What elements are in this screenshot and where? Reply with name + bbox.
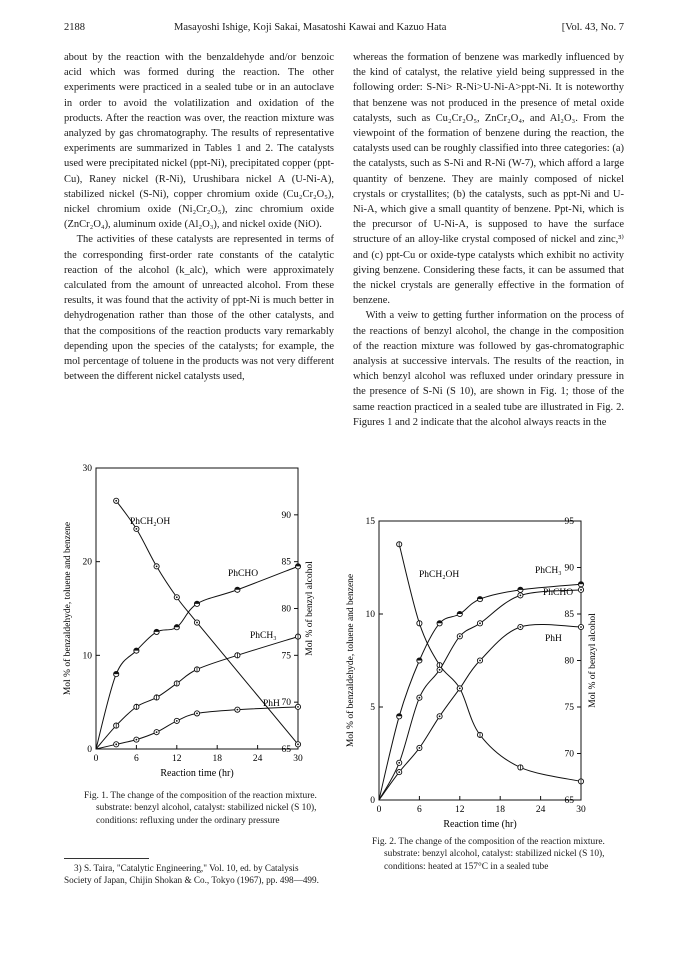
figure-2-caption-title: Fig. 2. The change of the composition of the reaction mixture. xyxy=(372,837,605,847)
series-label: PhCH₂OH xyxy=(419,570,460,580)
y2-tick-label: 75 xyxy=(281,651,291,662)
x-tick-label: 30 xyxy=(293,754,303,764)
y2-axis-label: Mol % of benzyl alcohol xyxy=(305,561,315,656)
x-tick-label: 6 xyxy=(134,754,139,764)
y2-tick-label: 90 xyxy=(281,510,291,521)
footnote-rule xyxy=(64,858,149,859)
data-point-fill xyxy=(459,688,461,690)
y2-tick-label: 65 xyxy=(281,745,291,755)
data-point-fill xyxy=(115,500,117,502)
y2-tick-label: 80 xyxy=(281,604,291,615)
y2-tick-label: 95 xyxy=(564,517,574,527)
figure-1-caption xyxy=(84,790,324,827)
data-point-fill xyxy=(196,713,198,715)
figure-2-chart xyxy=(346,515,630,833)
y2-tick-label: 75 xyxy=(564,703,574,713)
series-line xyxy=(96,637,298,749)
y-tick-label: 10 xyxy=(82,651,92,662)
data-point-fill xyxy=(156,565,158,567)
x-tick-label: 0 xyxy=(376,805,382,815)
x-tick-label: 0 xyxy=(93,754,99,764)
y-tick-label: 30 xyxy=(82,464,92,474)
x-axis-label: Reaction time (hr) xyxy=(443,819,517,830)
x-tick-label: 6 xyxy=(417,805,422,815)
data-point-fill xyxy=(398,762,400,764)
x-tick-label: 30 xyxy=(576,805,586,815)
data-point-fill xyxy=(459,635,461,637)
data-point-fill xyxy=(520,626,522,628)
data-point-fill xyxy=(237,709,239,711)
y2-tick-label: 85 xyxy=(564,610,574,620)
data-point-fill xyxy=(580,626,582,628)
y2-tick-label: 65 xyxy=(564,796,574,806)
data-point-fill xyxy=(196,622,198,624)
series-line xyxy=(96,566,298,749)
y-tick-label: 0 xyxy=(87,745,92,755)
data-point-fill xyxy=(439,715,441,717)
series-label: PhH xyxy=(263,699,280,709)
series-label: PhCHO xyxy=(543,588,574,598)
data-point-fill xyxy=(297,743,299,745)
right-paragraph-2: With a veiw to getting further information on the process of the reactions of benzyl alcohol, the change in the composition of the reaction mixture was followed by gas-chromatographic analysis at successive intervals. The results of the reaction, in which benzyl alcohol was refluxed under orindary pressure in the presence of S-Ni (S 10), are shown in Fig. 1; those of the same reaction practiced in a sealed tube are illustrated in Fig. 2. Figures 1 and 2 indicate that the alcohol always reacts in the xyxy=(353,310,624,428)
footnote: 3) S. Taira, "Catalytic Engineering," Vol. 10, ed. by Catalysis Society of Japan, Chijin Shokan & Co., Tokyo (1967), pp. 498—499. xyxy=(64,863,319,886)
data-point-fill xyxy=(136,528,138,530)
series-label: PhH xyxy=(545,634,562,644)
y2-tick-label: 70 xyxy=(281,698,291,709)
data-point-fill xyxy=(115,743,117,745)
figure-1-caption-detail: substrate: benzyl alcohol, catalyst: stabilized nickel (S 10), conditions: refluxing under the ordinary pressure xyxy=(96,803,317,826)
header-authors: Masayoshi Ishige, Koji Sakai, Masatoshi Kawai and Kazuo Hata xyxy=(174,22,447,33)
running-header xyxy=(64,22,624,38)
series-label: PhCH₂OH xyxy=(130,517,171,527)
data-point-fill xyxy=(419,697,421,699)
y2-tick-label: 85 xyxy=(281,557,291,568)
x-tick-label: 24 xyxy=(535,805,546,815)
y2-tick-label: 70 xyxy=(564,749,574,760)
data-point-fill xyxy=(479,660,481,662)
series-line xyxy=(379,625,581,800)
data-point-fill xyxy=(398,771,400,773)
data-point-fill xyxy=(479,622,481,624)
y-tick-label: 10 xyxy=(365,610,375,620)
x-tick-label: 18 xyxy=(495,805,505,815)
data-point-fill xyxy=(176,720,178,722)
series-line xyxy=(379,584,581,800)
y-axis-label: Mol % of benzaldehyde, toluene and benzene xyxy=(346,573,356,748)
left-paragraph-2: The activities of these catalysts are represented in terms of the corresponding first-order rate constants of the catalytic reaction of the alcohol (k_alc), which were approximately calculated from the amount of unreacted alcohol. From these results, it was found that the activity of ppt-Ni is much better in dehydrogenation rather than those of the other catalysts, and that the compositions of the reaction products vary remarkably depending upon the species of the catalysts; for example, the mol percentage of toluene in the products was not very different between the different nickel catalysts used, xyxy=(64,234,334,383)
left-column xyxy=(64,50,334,384)
figure-2-caption-detail: substrate: benzyl alcohol, catalyst: stabilized nickel (S 10), conditions: heated at 157°C in a sealed tube xyxy=(384,849,605,872)
x-axis-label: Reaction time (hr) xyxy=(160,768,234,779)
y-tick-label: 0 xyxy=(370,796,375,806)
right-column xyxy=(353,50,624,430)
data-point-fill xyxy=(419,747,421,749)
data-point-fill xyxy=(136,739,138,741)
series-label: PhCH₃ xyxy=(250,631,277,641)
data-point-fill xyxy=(297,706,299,708)
data-point-fill xyxy=(176,596,178,598)
y-tick-label: 15 xyxy=(365,517,375,527)
header-volume: [Vol. 43, No. 7 xyxy=(561,22,624,33)
y-axis-label: Mol % of benzaldehyde, toluene and benzene xyxy=(63,521,73,696)
x-tick-label: 12 xyxy=(455,805,465,815)
data-point-fill xyxy=(580,589,582,591)
y2-tick-label: 90 xyxy=(564,563,574,574)
figure-1-chart xyxy=(60,462,332,787)
right-paragraph-1: whereas the formation of benzene was markedly influenced by the kind of catalyst, the relative yield being suppressed in the following order: S-Ni> R-Ni>U-Ni-A>ppt-Ni. It is noteworthy that benzene was not produced in the presence of metal oxide catalysts, such as Cu₂Cr₂O₅, ZnCr₂O₄, and Al₂O₃. From the viewpoint of the formation of benzene during the reaction, the catalysts used can be roughly classified into three categories: (a) the catalysts, such as S-Ni and R-Ni (W-7), which afford a large quantity of benzene. They are mainly composed of nickel crystals or crystallites; (b) the catalysts, such as ppt-Ni and U-Ni-A, which give a small quantity of benzene. Ppt-Ni, which is the precursor of U-Ni-A, is supposed to have the surface structure of an alloy-like crystal composed of nickel and zinc,³⁾ and (c) ppt-Cu or oxide-type catalysts which exhibit no activity giving benzene. Considering these facts, it can be assumed that the nickel crystals are generally effective in the formation of benzene. xyxy=(353,52,624,307)
y2-axis-label: Mol % of benzyl alcohol xyxy=(588,613,598,708)
y2-tick-label: 80 xyxy=(564,656,574,667)
series-label: PhCHO xyxy=(228,569,259,579)
x-tick-label: 18 xyxy=(212,754,222,764)
x-tick-label: 24 xyxy=(252,754,263,764)
y-tick-label: 20 xyxy=(82,557,92,568)
data-point-fill xyxy=(520,595,522,597)
figure-1-caption-title: Fig. 1. The change of the composition of the reaction mixture. xyxy=(84,791,317,801)
y-tick-label: 5 xyxy=(370,703,375,713)
figure-2-caption xyxy=(372,836,628,873)
data-point-fill xyxy=(439,669,441,671)
x-tick-label: 12 xyxy=(172,754,182,764)
left-paragraph-1: about by the reaction with the benzaldehyde and/or benzoic acid which was formed during the reaction. The other experiments were practiced in a sealed tube or in an autoclave in order to avoid the volatilization and oxidation of the products. After the reaction was over, the reaction mixture was analyzed by gas chromatography. The results of representative experiments are summarized in Tables 1 and 2. The catalysts used were precipitated nickel (ppt-Ni), precipitated copper (ppt-Cu), Raney nickel (R-Ni), Urushibara nickel A (U-Ni-A), stabilized nickel (S-Ni), copper chromium oxide (Cu₂Cr₂O₅), nickel chromium oxide (Ni₂Cr₂O₅), zinc chromium oxide (ZnCr₂O₄), aluminum oxide (Al₂O₃), and nickel oxide (NiO). xyxy=(64,52,334,231)
data-point-fill xyxy=(156,731,158,733)
series-label: PhCH₃ xyxy=(535,566,562,576)
page-number: 2188 xyxy=(64,22,85,33)
